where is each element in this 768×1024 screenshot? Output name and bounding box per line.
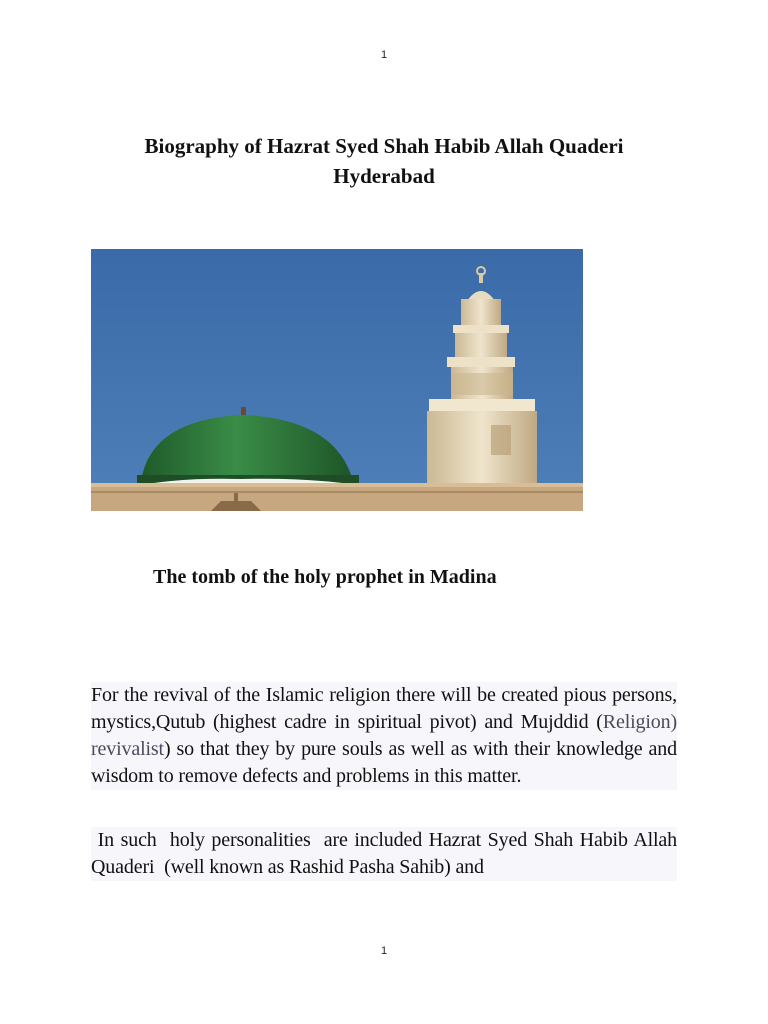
paragraph-1-text-b: ) so that they by pure souls as well as with their knowledge and wisdom to remove defects and problems in this matter. [91, 738, 677, 787]
paragraph-1-highlight: Religion) revivalist [91, 711, 677, 760]
paragraph-1 [91, 682, 677, 790]
mosque-photo [91, 249, 583, 511]
boundary-wall [91, 483, 583, 511]
paragraph-1-text-a: For the revival of the Islamic religion there will be created pious persons, mystics,Qutub (highest cadre in spiritual pivot) and Mujddid ( [91, 684, 677, 733]
document-title [90, 131, 678, 191]
page-number-bottom: 1 [380, 945, 388, 957]
title-line-2: Hyderabad [333, 164, 435, 188]
page-number-top: 1 [380, 49, 388, 61]
paragraph-2: In such holy personalities are included Hazrat Syed Shah Habib Allah Quaderi (well known as Rashid Pasha Sahib) and [91, 827, 677, 881]
image-caption: The tomb of the holy prophet in Madina [153, 566, 497, 588]
title-line-1: Biography of Hazrat Syed Shah Habib Allah Quaderi [144, 134, 624, 158]
